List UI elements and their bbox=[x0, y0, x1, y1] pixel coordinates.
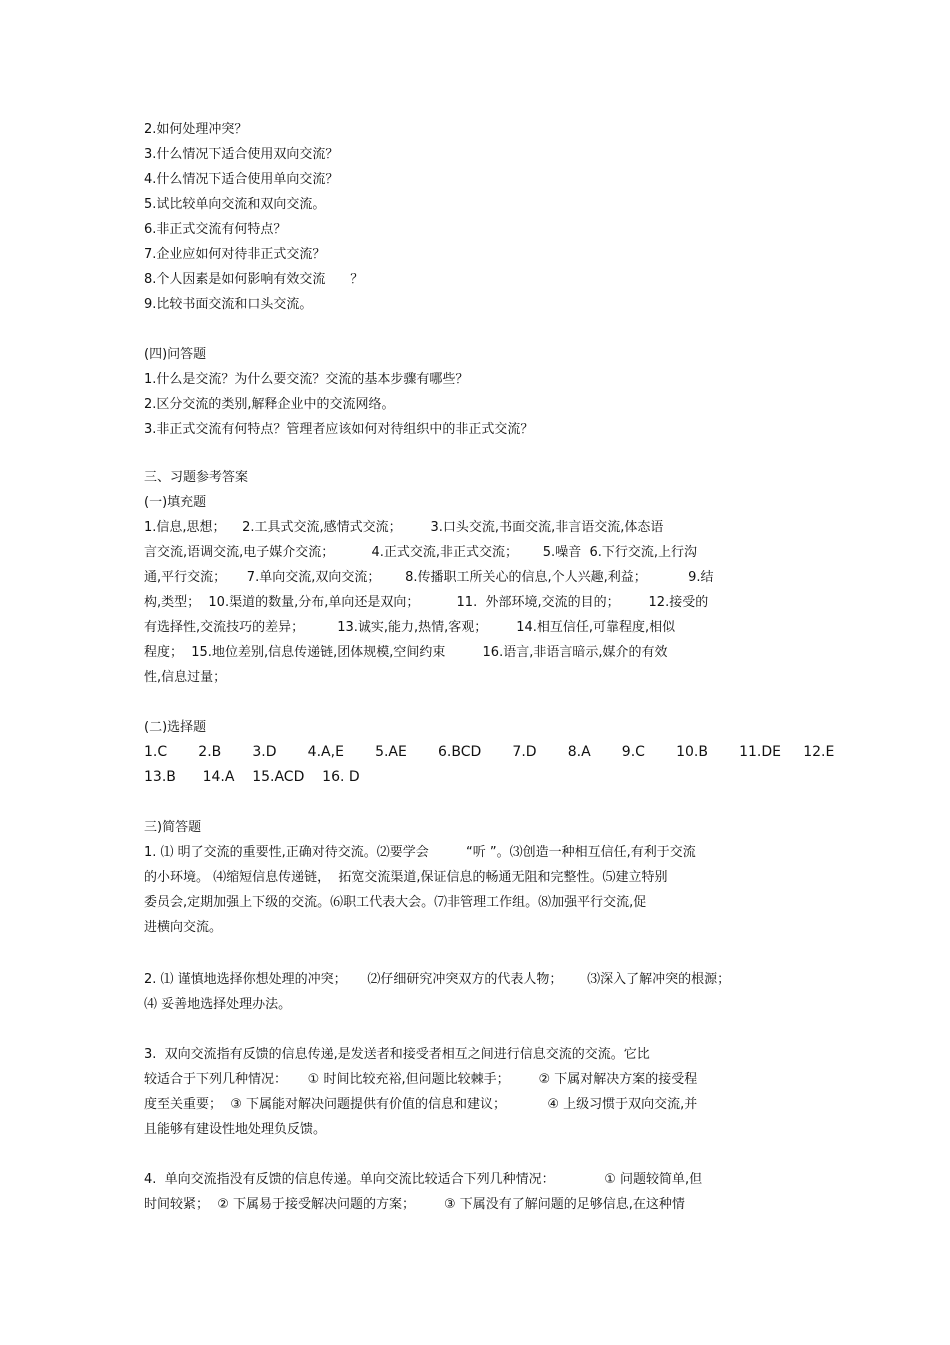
subsection-heading: (二)选择题 bbox=[144, 720, 207, 735]
short-answers bbox=[144, 815, 844, 940]
question-line: 8.个人因素是如何影响有效交流 ？ bbox=[144, 272, 364, 287]
answer-line: 言交流,语调交流,电子媒介交流； 4.正式交流,非正式交流； 5.噪音 6.下行交流,上行沟 bbox=[144, 545, 697, 560]
question-line: 1.什么是交流？为什么要交流？交流的基本步骤有哪些？ bbox=[144, 372, 469, 387]
answer-line: 委员会,定期加强上下级的交流。⑹职工代表大会。⑺非管理工作组。⑻加强平行交流,促 bbox=[144, 895, 647, 910]
answer-line: 1.信息,思想； 2.工具式交流,感情式交流； 3.口头交流,书面交流,非言语交流,体态语 bbox=[144, 520, 664, 535]
answer-line: 1. ⑴ 明了交流的重要性,正确对待交流。⑵要学会 “听 ”。⑶创造一种相互信任,有利于交流 bbox=[144, 845, 696, 860]
answer-line: 且能够有建设性地处理负反馈。 bbox=[144, 1122, 327, 1137]
answer-line: 3. 双向交流指有反馈的信息传递,是发送者和接受者相互之间进行信息交流的交流。它比 bbox=[144, 1047, 650, 1062]
answer-line: 4. 单向交流指没有反馈的信息传递。单向交流比较适合下列几种情况： ① 问题较简单,但 bbox=[144, 1172, 703, 1187]
question-line: 6.非正式交流有何特点？ bbox=[144, 222, 287, 237]
answer-line: 的小环境。 ⑷缩短信息传递链， 拓宽交流渠道,保证信息的畅通无阻和完整性。⑸建立特别 bbox=[144, 870, 668, 885]
answer-line: 进横向交流。 bbox=[144, 920, 223, 935]
section-heading: (四)问答题 bbox=[144, 347, 207, 362]
subsection-heading: 三)简答题 bbox=[144, 820, 202, 835]
answer-line: 构,类型； 10.渠道的数量,分布,单向还是双向； 11. 外部环境,交流的目的； 12.接受的 bbox=[144, 595, 709, 610]
short-answer-4 bbox=[144, 1167, 844, 1217]
question-line: 2.区分交流的类别,解释企业中的交流网络。 bbox=[144, 397, 395, 412]
essay-section bbox=[144, 342, 844, 442]
short-answer-3 bbox=[144, 1042, 844, 1142]
question-line: 2.如何处理冲突？ bbox=[144, 122, 248, 137]
answers-section bbox=[144, 465, 844, 690]
question-line: 3.非正式交流有何特点？管理者应该如何对待组织中的非正式交流？ bbox=[144, 422, 534, 437]
answer-line: 13.B 14.A 15.ACD 16. D bbox=[144, 769, 360, 785]
answer-line: 1.C 2.B 3.D 4.A,E 5.AE 6.BCD 7.D 8.A 9.C 10.B 11.DE 12.E bbox=[144, 744, 835, 760]
section-heading: 三、习题参考答案 bbox=[144, 470, 249, 485]
answer-line: 时间较紧； ② 下属易于接受解决问题的方案； ③ 下属没有了解问题的足够信息,在这种情 bbox=[144, 1197, 685, 1212]
short-answer-2 bbox=[144, 967, 844, 1017]
question-line: 3.什么情况下适合使用双向交流？ bbox=[144, 147, 339, 162]
answer-line: 有选择性,交流技巧的差异； 13.诚实,能力,热情,客观； 14.相互信任,可靠程度,相似 bbox=[144, 620, 676, 635]
answer-line: ⑷ 妥善地选择处理办法。 bbox=[144, 997, 292, 1012]
answer-line: 通,平行交流； 7.单向交流,双向交流； 8.传播职工所关心的信息,个人兴趣,利益； 9.结 bbox=[144, 570, 714, 585]
question-line: 9.比较书面交流和口头交流。 bbox=[144, 297, 313, 312]
answer-line: 程度； 15.地位差别,信息传递链,团体规模,空间约束 16.语言,非语言暗示,媒介的有效 bbox=[144, 645, 668, 660]
answer-line: 较适合于下列几种情况： ① 时间比较充裕,但问题比较棘手； ② 下属对解决方案的接受程 bbox=[144, 1072, 698, 1087]
short-questions-continued bbox=[144, 117, 844, 317]
question-line: 4.什么情况下适合使用单向交流？ bbox=[144, 172, 339, 187]
answer-line: 2. ⑴ 谨慎地选择你想处理的冲突； ⑵仔细研究冲突双方的代表人物； ⑶深入了解冲突的根源； bbox=[144, 972, 731, 987]
question-line: 5.试比较单向交流和双向交流。 bbox=[144, 197, 326, 212]
choice-answers bbox=[144, 715, 844, 790]
subsection-heading: (一)填充题 bbox=[144, 495, 207, 510]
answer-line: 度至关重要； ③ 下属能对解决问题提供有价值的信息和建议； ④ 上级习惯于双向交流,并 bbox=[144, 1097, 698, 1112]
answer-line: 性,信息过量； bbox=[144, 670, 227, 685]
question-line: 7.企业应如何对待非正式交流？ bbox=[144, 247, 326, 262]
